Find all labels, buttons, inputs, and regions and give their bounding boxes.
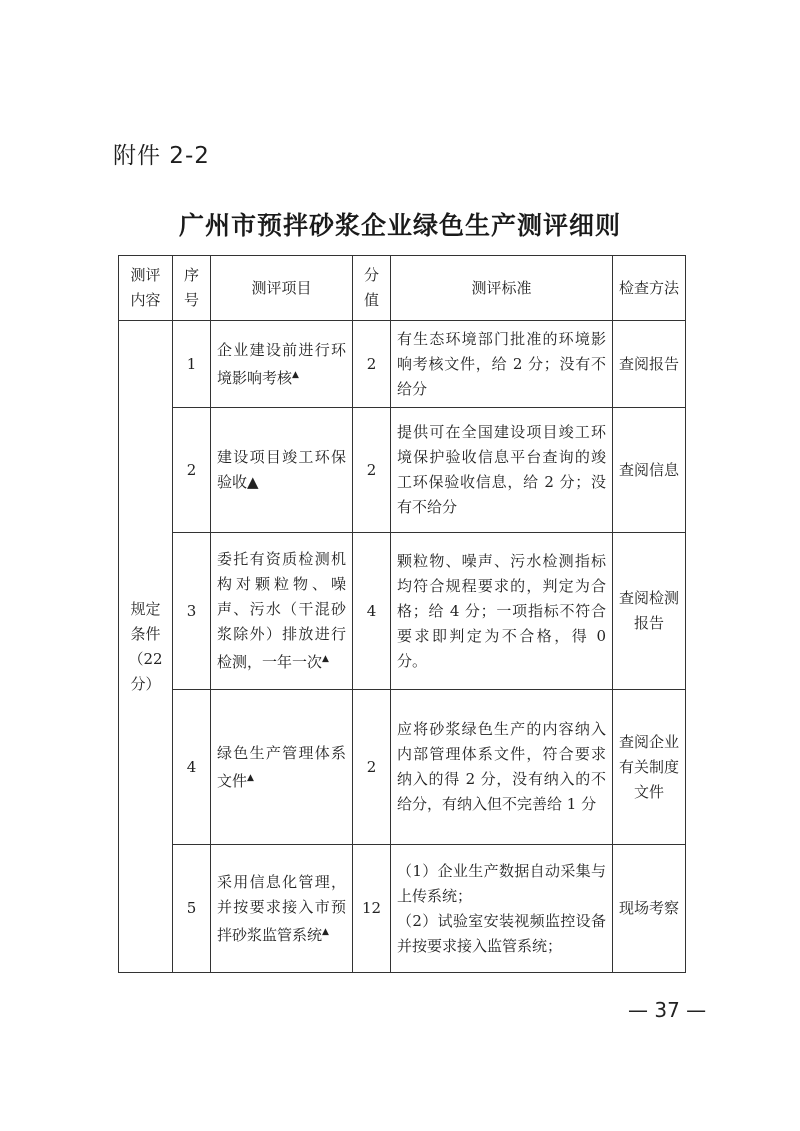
triangle-mark: ▲ xyxy=(247,772,254,783)
row-no: 3 xyxy=(173,533,211,690)
row-score: 12 xyxy=(353,845,391,973)
row-item-text: 采用信息化管理，并按要求接入市预拌砂浆监管系统 xyxy=(217,872,346,944)
row-item xyxy=(211,408,353,533)
row-item-text: 绿色生产管理体系文件 xyxy=(217,743,346,790)
attachment-label: 附件 2-2 xyxy=(113,143,210,169)
row-item-text: 委托有资质检测机构对颗粒物、噪声、污水（干混砂浆除外）排放进行检测，一年一次 xyxy=(217,550,346,671)
triangle-mark: ▲ xyxy=(322,654,329,664)
row-method: 现场考察 xyxy=(613,845,686,973)
triangle-mark: ▲ xyxy=(292,369,299,380)
table-row xyxy=(119,533,686,690)
row-no: 4 xyxy=(173,690,211,845)
row-method: 查阅检测报告 xyxy=(613,533,686,690)
row-score: 2 xyxy=(353,321,391,408)
row-standard: 应将砂浆绿色生产的内容纳入内部管理体系文件，符合要求纳入的得 2 分，没有纳入的不给分，有纳入但不完善给 1 分 xyxy=(391,690,613,845)
standard-line: （2）试验室安装视频监控设备并按要求接入监管系统； xyxy=(397,911,606,955)
table-row xyxy=(119,321,686,408)
row-item xyxy=(211,690,353,845)
header-standard: 测评标准 xyxy=(391,256,613,321)
row-item-text: 建设项目竣工环保验收 xyxy=(217,448,346,491)
row-method: 查阅企业有关制度文件 xyxy=(613,690,686,845)
header-item: 测评项目 xyxy=(211,256,353,321)
table-row xyxy=(119,408,686,533)
row-method: 查阅报告 xyxy=(613,321,686,408)
row-standard: 有生态环境部门批准的环境影响考核文件，给 2 分；没有不给分 xyxy=(391,321,613,408)
row-no: 2 xyxy=(173,408,211,533)
group-label-cell: 规定条件（22分） xyxy=(119,321,173,973)
row-score: 2 xyxy=(353,408,391,533)
page-number: — 37 — xyxy=(628,998,707,1022)
row-item xyxy=(211,845,353,973)
triangle-mark: ▲ xyxy=(247,473,259,491)
row-score: 2 xyxy=(353,690,391,845)
standard-line: （1）企业生产数据自动采集与上传系统； xyxy=(397,861,606,905)
table-header-row xyxy=(119,256,686,321)
table-row xyxy=(119,690,686,845)
row-standard: 提供可在全国建设项目竣工环境保护验收信息平台查询的竣工环保验收信息，给 2 分；没有不给分 xyxy=(391,408,613,533)
evaluation-table xyxy=(118,255,686,973)
row-no: 1 xyxy=(173,321,211,408)
header-score: 分值 xyxy=(353,256,391,321)
row-item xyxy=(211,533,353,690)
row-item xyxy=(211,321,353,408)
row-no: 5 xyxy=(173,845,211,973)
row-score: 4 xyxy=(353,533,391,690)
row-standard: 颗粒物、噪声、污水检测指标均符合规程要求的，判定为合格；给 4 分；一项指标不符合要求即判定为不合格，得 0 分。 xyxy=(391,533,613,690)
header-content: 测评内容 xyxy=(119,256,173,321)
table-row xyxy=(119,845,686,973)
header-method: 检查方法 xyxy=(613,256,686,321)
document-title: 广州市预拌砂浆企业绿色生产测评细则 xyxy=(178,211,621,240)
row-standard xyxy=(391,845,613,973)
row-method: 查阅信息 xyxy=(613,408,686,533)
header-no: 序号 xyxy=(173,256,211,321)
triangle-mark: ▲ xyxy=(322,926,329,937)
row-item-text: 企业建设前进行环境影响考核 xyxy=(217,340,346,387)
